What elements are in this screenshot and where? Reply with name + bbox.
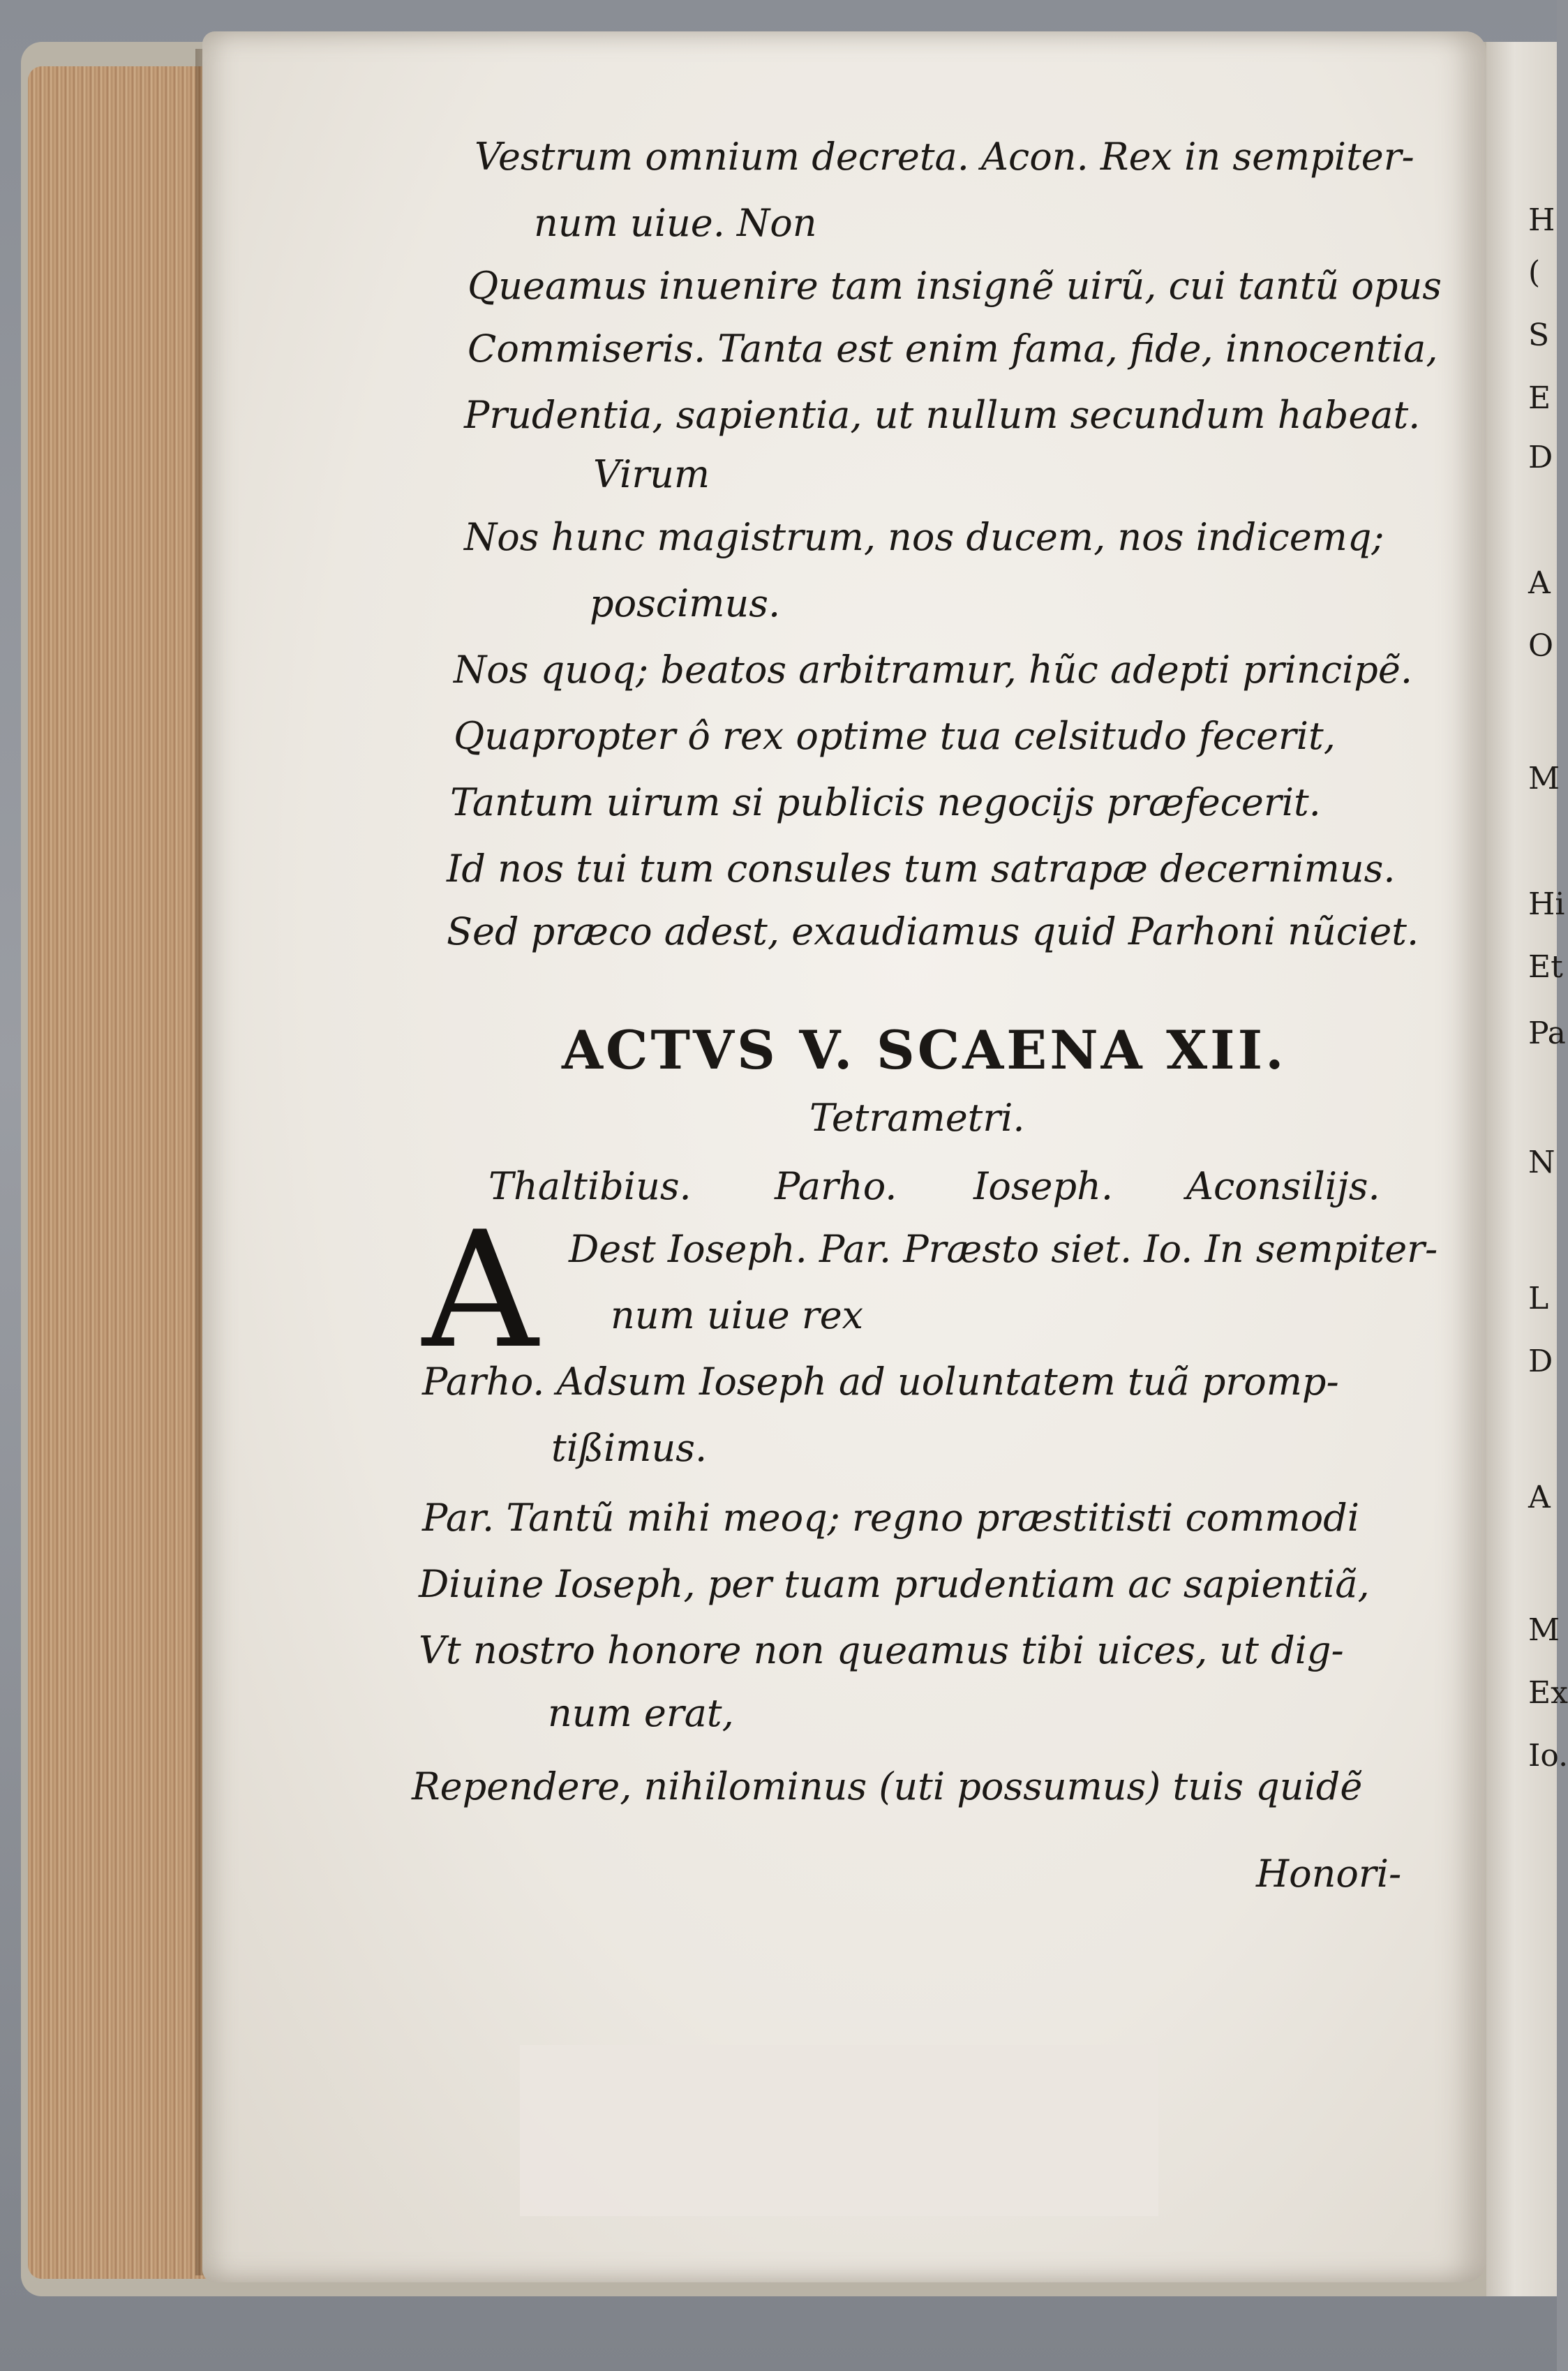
text-line: Quapropter ô rex optime tua celsitudo fecerit, [454, 714, 1336, 758]
text-line: poscimus. [590, 581, 781, 625]
drop-cap: A [422, 1198, 539, 1384]
text-line: Par. Tantũ mihi meoq; regno præstitisti commodi [422, 1496, 1359, 1540]
text-line: Dest Ioseph. Par. Præsto siet. Io. In sempiter- [569, 1227, 1438, 1271]
facing-page-letter: Ex [1528, 1675, 1568, 1711]
blank-label-patch [520, 2045, 1158, 2216]
text-line: Vt nostro honore non queamus tibi uices, ut dig- [419, 1628, 1344, 1672]
text-line: Id nos tui tum consules tum satrapæ decernimus. [447, 847, 1396, 891]
facing-page-letter: D [1528, 440, 1553, 475]
facing-page-letter: N [1528, 1145, 1555, 1180]
text-line: Tantum uirum si publicis negocijs præfecerit. [450, 780, 1321, 824]
facing-page-letter: A [1528, 565, 1551, 601]
page-edges [28, 66, 216, 2279]
scene-subheading: Tetrametri. [809, 1096, 1025, 1140]
facing-page-letter: O [1528, 628, 1554, 664]
character-name: Thaltibius. [488, 1164, 692, 1208]
text-line: Diuine Ioseph, per tuam prudentiam ac sapientiã, [419, 1562, 1370, 1606]
facing-page-letter: S [1528, 318, 1550, 353]
text-line: Sed præco adest, exaudiamus quid Parhoni nũciet. [447, 909, 1419, 953]
text-line: Nos hunc magistrum, nos ducem, nos indicemq; [464, 515, 1384, 559]
facing-page-letter: Et [1528, 949, 1563, 985]
character-name: Ioseph. [973, 1164, 1114, 1208]
text-line: Commiseris. Tanta est enim fama, fide, innocentia, [468, 327, 1438, 371]
facing-page-letter: M [1528, 761, 1560, 796]
text-line: Parho. Adsum Ioseph ad uoluntatem tuã promp- [422, 1360, 1339, 1404]
character-name: Parho. [775, 1164, 897, 1208]
facing-page-letter: E [1528, 380, 1551, 416]
scene-heading: ACTVS V. SCAENA XII. [562, 1019, 1287, 1081]
facing-page-letter: Pa [1528, 1016, 1566, 1051]
facing-page-letter: Hi [1528, 886, 1565, 922]
text-line: num erat, [548, 1691, 734, 1735]
facing-page-letter: M [1528, 1612, 1560, 1648]
text-line: Nos quoq; beatos arbitramur, hũc adepti principẽ. [454, 648, 1412, 692]
text-line: num uiue. Non [534, 201, 817, 245]
text-line: Queamus inuenire tam insignẽ uirũ, cui tantũ opus [468, 264, 1442, 308]
facing-page-letter: H [1528, 202, 1555, 238]
text-line: tißimus. [551, 1426, 708, 1470]
text-line: Rependere, nihilominus (uti possumus) tuis quidẽ [412, 1764, 1363, 1808]
character-name: Aconsilijs. [1186, 1164, 1380, 1208]
facing-page-letter: A [1528, 1480, 1551, 1515]
catchword: Honori- [1256, 1852, 1402, 1896]
facing-page-letter: ( [1528, 255, 1541, 290]
text-line: Prudentia, sapientia, ut nullum secundum habeat. [464, 393, 1421, 437]
text-line: num uiue rex [611, 1293, 864, 1337]
facing-page-letter: D [1528, 1344, 1553, 1379]
facing-page-letter: Io. [1528, 1738, 1568, 1774]
text-line: Vestrum omnium decreta. Acon. Rex in sempiter- [475, 135, 1414, 179]
facing-page-letter: L [1528, 1281, 1549, 1316]
text-line: Virum [593, 452, 710, 496]
